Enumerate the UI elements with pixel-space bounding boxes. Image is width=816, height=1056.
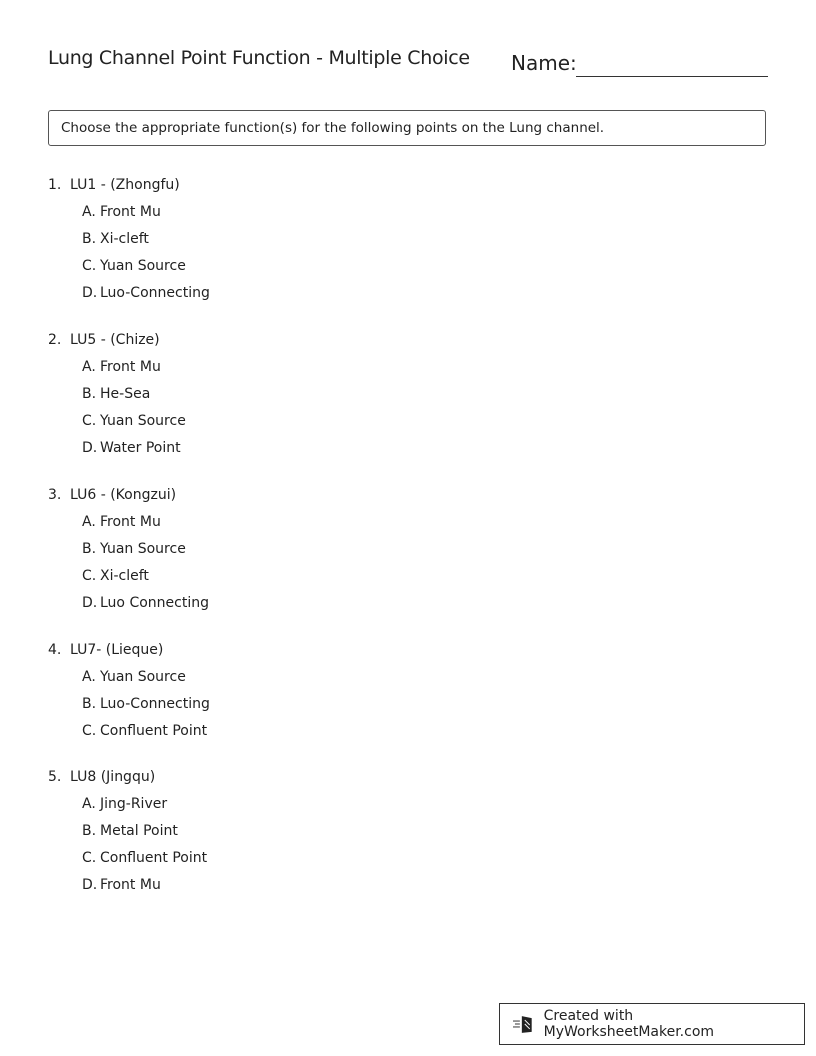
option-text: Yuan Source [100, 541, 186, 557]
option-letter: C. [82, 413, 97, 429]
question-number: 3. [48, 487, 62, 503]
option-letter: B. [82, 231, 97, 247]
option-text: Front Mu [100, 359, 161, 375]
question-number: 1. [48, 177, 62, 193]
question-text: LU8 (Jingqu) [70, 769, 156, 785]
question [48, 330, 186, 465]
answer-option[interactable] [48, 848, 207, 875]
question-stem [48, 175, 210, 202]
answer-option[interactable] [48, 566, 209, 593]
question-number: 4. [48, 642, 62, 658]
answer-option[interactable] [48, 283, 210, 310]
name-field-line[interactable] [576, 76, 768, 77]
question [48, 175, 210, 310]
question [48, 485, 209, 620]
footer-credit[interactable] [499, 1003, 805, 1045]
option-text: Front Mu [100, 514, 161, 530]
option-letter: B. [82, 386, 97, 402]
worksheet-logo-icon [512, 1014, 536, 1034]
answer-option[interactable] [48, 384, 186, 411]
option-letter: C. [82, 723, 97, 739]
option-text: Yuan Source [100, 669, 186, 685]
option-text: Jing-River [100, 796, 168, 812]
option-text: Luo Connecting [100, 595, 209, 611]
option-text: He-Sea [100, 386, 151, 402]
option-text: Water Point [100, 440, 181, 456]
answer-option[interactable] [48, 721, 210, 748]
option-text: Confluent Point [100, 850, 208, 866]
question-stem [48, 640, 210, 667]
option-letter: C. [82, 258, 97, 274]
answer-option[interactable] [48, 821, 207, 848]
answer-option[interactable] [48, 794, 207, 821]
option-letter: A. [82, 514, 96, 530]
question-text: LU6 - (Kongzui) [70, 487, 177, 503]
question-text: LU5 - (Chize) [70, 332, 160, 348]
option-letter: B. [82, 696, 97, 712]
option-letter: C. [82, 850, 97, 866]
question [48, 640, 210, 748]
question [48, 767, 207, 902]
question-stem [48, 485, 209, 512]
question-stem [48, 767, 207, 794]
answer-option[interactable] [48, 438, 186, 465]
option-letter: C. [82, 568, 97, 584]
option-text: Xi-cleft [100, 568, 149, 584]
name-label: Name: [511, 51, 577, 75]
option-letter: D. [82, 440, 98, 456]
answer-option[interactable] [48, 694, 210, 721]
question-number: 2. [48, 332, 62, 348]
question-text: LU1 - (Zhongfu) [70, 177, 180, 193]
option-letter: D. [82, 877, 98, 893]
page-title: Lung Channel Point Function - Multiple Choice [48, 47, 470, 69]
question-text: LU7- (Lieque) [70, 642, 164, 658]
footer-text: Created with MyWorksheetMaker.com [543, 1008, 715, 1040]
answer-option[interactable] [48, 875, 207, 902]
question-number: 5. [48, 769, 62, 785]
option-text: Luo-Connecting [100, 696, 210, 712]
answer-option[interactable] [48, 667, 210, 694]
option-text: Front Mu [100, 204, 161, 220]
answer-option[interactable] [48, 539, 209, 566]
option-text: Luo-Connecting [100, 285, 210, 301]
option-text: Xi-cleft [100, 231, 149, 247]
answer-option[interactable] [48, 357, 186, 384]
option-letter: A. [82, 669, 96, 685]
answer-option[interactable] [48, 202, 210, 229]
question-stem [48, 330, 186, 357]
option-text: Yuan Source [100, 258, 186, 274]
option-letter: D. [82, 595, 98, 611]
answer-option[interactable] [48, 593, 209, 620]
option-text: Yuan Source [100, 413, 186, 429]
option-letter: D. [82, 285, 98, 301]
option-letter: A. [82, 204, 96, 220]
answer-option[interactable] [48, 512, 209, 539]
option-letter: A. [82, 359, 96, 375]
option-text: Front Mu [100, 877, 161, 893]
answer-option[interactable] [48, 229, 210, 256]
answer-option[interactable] [48, 256, 210, 283]
option-letter: A. [82, 796, 96, 812]
answer-option[interactable] [48, 411, 186, 438]
instructions-box: Choose the appropriate function(s) for the following points on the Lung channel. [48, 110, 766, 146]
option-letter: B. [82, 541, 97, 557]
option-letter: B. [82, 823, 97, 839]
option-text: Confluent Point [100, 723, 208, 739]
option-text: Metal Point [100, 823, 178, 839]
